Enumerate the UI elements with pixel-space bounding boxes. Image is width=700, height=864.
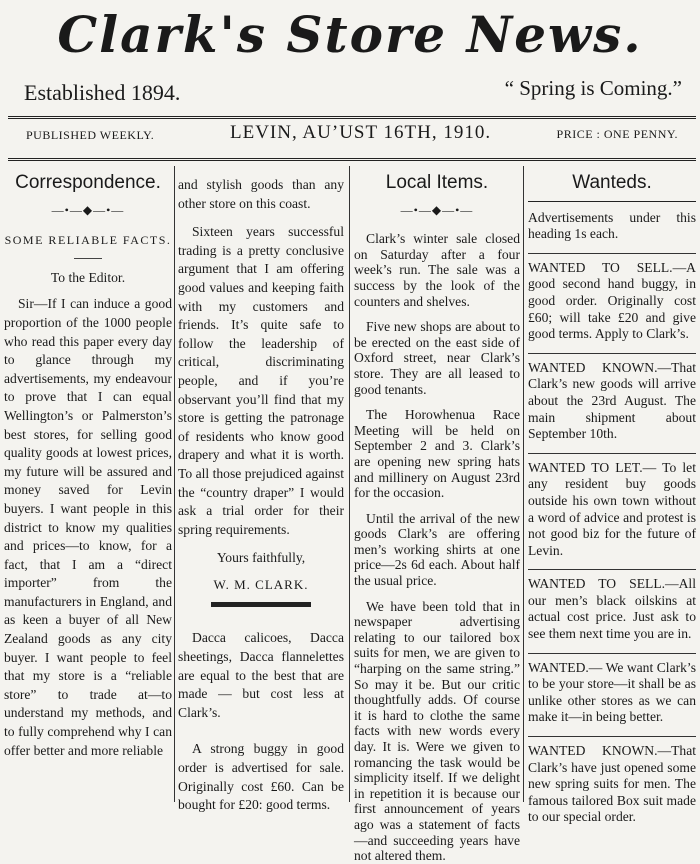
published-weekly: PUBLISHED WEEKLY. bbox=[26, 128, 155, 142]
wanteds-column bbox=[528, 170, 696, 825]
local-item: The Horowhenua Race Meeting will be held on September 2 and 3. Clark’s are opening new spring hats and millinery on August 23rd for the occasion. bbox=[354, 407, 520, 501]
column-divider bbox=[523, 166, 524, 802]
established-line: Established 1894. bbox=[24, 80, 181, 105]
column-divider bbox=[349, 166, 350, 802]
letter-signature: W. M. CLARK. bbox=[213, 576, 309, 592]
wanteds-heading: Wanteds. bbox=[572, 172, 652, 193]
dacca-paragraph: Dacca calicoes, Dacca sheetings, Dacca flannelettes are equal to the best that are made — but cost less at Clark’s. bbox=[178, 630, 344, 720]
dateline-bottom-rule bbox=[8, 158, 696, 161]
local-items-column bbox=[354, 170, 520, 864]
local-items-heading: Local Items. bbox=[385, 172, 489, 193]
thick-rule bbox=[211, 602, 311, 607]
column-divider bbox=[174, 166, 175, 802]
wanted-ad: WANTED KNOWN.—That Clark’s have just opened some new spring suits for men. The famous tailored Box suit made to our special order. bbox=[528, 736, 696, 826]
continuation-column bbox=[178, 176, 344, 813]
salutation: To the Editor. bbox=[50, 269, 126, 285]
price: PRICE : ONE PENNY. bbox=[556, 127, 678, 141]
continuation-paragraph: Sixteen years successful trading is a pretty conclusive argument that I am offering good values and keeping faith with my customers and friends. It’s quite safe to follow the leadership of critical, discriminating people, and if you’re observant you’ll find that my store is getting the patronage of residents who know good drapery and what it is worth. To all those prejudiced against the “country draper” I would ask a trial order for their spring requirements. bbox=[178, 224, 344, 537]
correspondence-subheading: SOME RELIABLE FACTS. bbox=[4, 233, 172, 248]
buggy-paragraph: A strong buggy in good order is advertised for sale. Originally cost £60. Can be bought for £20: good terms. bbox=[178, 741, 344, 813]
wanted-ad: WANTED TO SELL.—All our men’s black oilskins at actual cost price. Just ask to see them next time you are in. bbox=[528, 569, 696, 642]
top-rule bbox=[8, 116, 696, 119]
wanted-ad: WANTED.— We want Clark’s to be your store—it shall be as unlike other stores as we can make it—in being better. bbox=[528, 653, 696, 726]
issue-date: LEVIN, AU’UST 16TH, 1910. bbox=[230, 122, 492, 143]
local-item: Until the arrival of the new goods Clark’s are offering men’s working shirts at one price—2s 6d each. About half the usual price. bbox=[354, 510, 520, 589]
ornament-divider: —•—◆—•— bbox=[400, 202, 474, 217]
local-item: Five new shops are about to be erected on the east side of Oxford street, near Clark’s store. They are all leased to good tenants. bbox=[354, 319, 520, 397]
local-item: Clark’s winter sale closed on Saturday after a four week’s run. The sale was a success by the look of the counters and shelves. bbox=[354, 231, 520, 309]
wanteds-intro: Advertisements under this heading 1s each. bbox=[528, 209, 696, 242]
wanted-ad: WANTED TO SELL.—A good second hand buggy, in good order. Originally cost £60; will take £20 and give good terms. Apply to Clark’s. bbox=[528, 253, 696, 343]
local-item: We have been told that in newspaper advertising relating to our tailored box suits for men, we are given to “harping on the same string.” So may it be. But our critic thoughtfully adds. Of course it is hard to clothe the same facts with new words every day. It is. Were we given to romancing the task would be simplicity itself. If we delight in repetition it is because our first announcement of years ago was a statement of facts—and succeeding years have not altered them. bbox=[354, 598, 520, 864]
continuation-paragraph: and stylish goods than any other store on this coast. bbox=[178, 177, 344, 211]
ornament-divider: —•—◆—•— bbox=[51, 202, 125, 217]
masthead-title: Clark's Store News. bbox=[57, 5, 643, 64]
correspondence-column bbox=[4, 170, 172, 802]
correspondence-heading: Correspondence. bbox=[15, 172, 161, 193]
wanteds-rule bbox=[528, 201, 696, 202]
dateline bbox=[0, 122, 700, 148]
wanted-ad: WANTED KNOWN.—That Clark’s new goods will arrive about the 23rd August. The main shipment about September 10th. bbox=[528, 353, 696, 443]
correspondence-paragraph: Sir—If I can induce a good proportion of the 1000 people who read this paper every day to glance through my advertisements, my endeavour to prove that I can equal Wellington’s or Palmerston’s best stores, for selling good quality goods at lowest prices, my future will be assured and money saved for Levin buyers. I want people in this district to know my qualities and prices—to know, for a fact, that I am a “direct importer” from the manufacturers in England, and as keen a buyer of all New Zealand goods as any city buyer. I want people to feel that my store is a “reliable store” to trade at—to understand my methods, and to fully comprehend why I can offer better and more reliable bbox=[4, 296, 172, 758]
letter-closing: Yours faithfully, bbox=[216, 550, 306, 566]
short-rule bbox=[74, 258, 102, 259]
motto-line: “ Spring is Coming.” bbox=[504, 76, 682, 100]
wanted-ad: WANTED TO LET.— To let any resident buy goods outside his own town without a word of advice and protest is not good biz for the future of Levin. bbox=[528, 453, 696, 560]
